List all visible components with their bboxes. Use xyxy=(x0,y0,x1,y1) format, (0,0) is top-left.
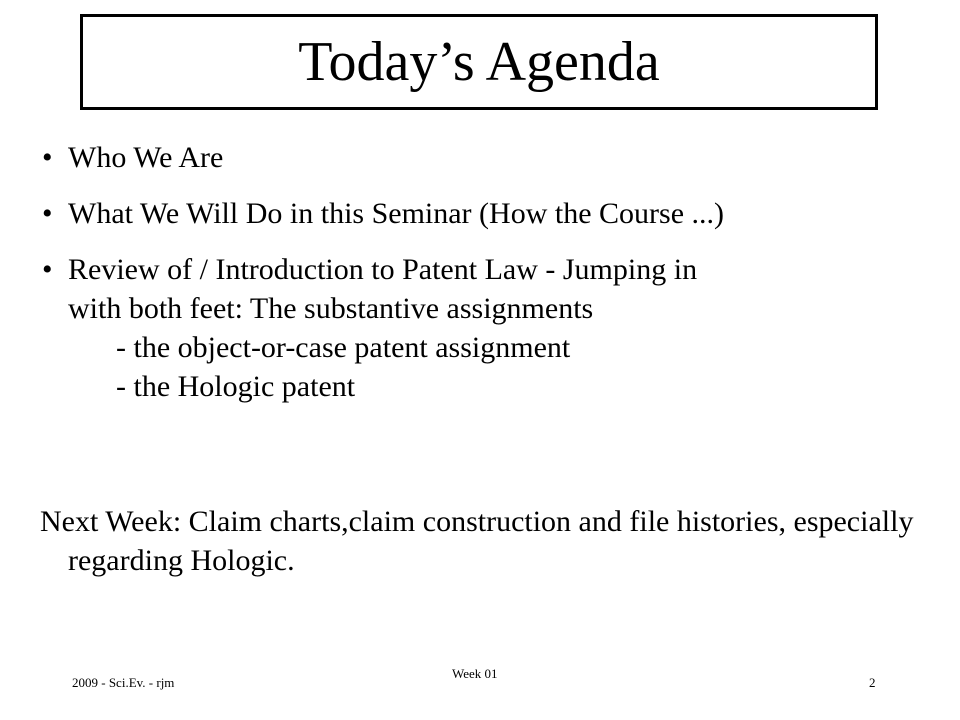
agenda-subitem-hologic: - the Hologic patent xyxy=(116,370,356,403)
agenda-item-text: Who We Are xyxy=(68,141,224,174)
agenda-item-patent-law xyxy=(40,250,920,406)
bullet-icon: • xyxy=(42,141,53,174)
agenda-item-who-we-are xyxy=(40,138,920,177)
agenda-item-line: Review of / Introduction to Patent Law - Jumping in xyxy=(68,253,698,286)
bullet-icon: • xyxy=(42,253,53,286)
agenda-list xyxy=(40,138,920,423)
footer-author: 2009 - Sci.Ev. - rjm xyxy=(72,675,175,690)
footer-week: Week 01 xyxy=(452,666,498,681)
bullet-icon: • xyxy=(42,197,53,230)
agenda-item-line: with both feet: The substantive assignments xyxy=(68,292,594,325)
title-box xyxy=(80,14,878,110)
footer-page-number: 2 xyxy=(869,675,876,690)
agenda-item-seminar xyxy=(40,194,920,233)
next-week-note: Next Week: Claim charts,claim construction and file histories, especially regarding Hologic. xyxy=(40,505,914,577)
agenda-item-text: What We Will Do in this Seminar (How the Course ...) xyxy=(68,197,725,230)
slide-title: Today’s Agenda xyxy=(298,31,660,93)
agenda-subitem-object-or-case: - the object-or-case patent assignment xyxy=(116,331,571,364)
